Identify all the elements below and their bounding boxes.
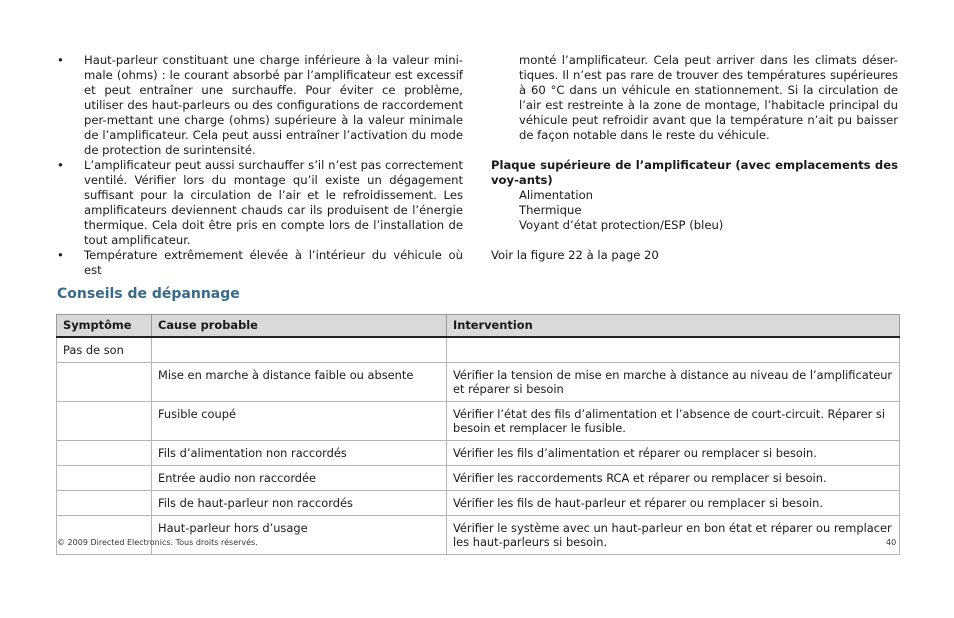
intervention-cell: Vérifier la tension de mise en marche à distance au niveau de l’amplificateur et réparer si besoin (447, 363, 900, 402)
cause-cell: Haut-parleur hors d’usage (152, 516, 447, 555)
intervention-cell: Vérifier les fils de haut-parleur et réparer ou remplacer si besoin. (447, 491, 900, 516)
symptom-cell (57, 466, 152, 491)
header-cause: Cause probable (152, 315, 447, 338)
bullet-item: • L’amplificateur peut aussi surchauffer s’il n’est pas correctement ventilé. Vérifier lors du montage qu’il existe un dégagement suffisant pour la circulation de l’air et le refroidissement. Les amplificateurs deviennent chauds car ils produisent de l’énergie thermique. Cela doit être pris en compte lors de l’installation de tout amplificateur. (57, 158, 463, 248)
table-row (57, 363, 900, 402)
symptom-cell (57, 491, 152, 516)
table-row (57, 466, 900, 491)
header-intervention: Intervention (447, 315, 900, 338)
cause-cell: Fils d’alimentation non raccordés (152, 441, 447, 466)
table-row (57, 491, 900, 516)
cause-cell: Fusible coupé (152, 402, 447, 441)
table-row (57, 441, 900, 466)
plaque-item: Voyant d’état protection/ESP (bleu) (519, 218, 724, 232)
plaque-item: Thermique (519, 203, 582, 217)
cause-cell: Fils de haut-parleur non raccordés (152, 491, 447, 516)
bullet-list (57, 53, 463, 278)
left-column (57, 53, 463, 278)
intervention-cell: Vérifier les fils d’alimentation et réparer ou remplacer si besoin. (447, 441, 900, 466)
plaque-items (491, 188, 898, 233)
symptom-cell: Pas de son (57, 337, 152, 363)
section-heading: Conseils de dépannage (57, 286, 240, 302)
bullet-item: • Haut-parleur constituant une charge inférieure à la valeur mini-male (ohms) : le courant absorbé par l’amplificateur est excessif et peut entraîner une surchauffe. Pour éviter ce problème, utiliser des haut-parleurs ou des configurations de raccordement per-mettant une charge (ohms) supérieure à la valeur minimale de l’amplificateur. Cela peut aussi entraîner l’activation du mode de protection de surintensité. (57, 53, 463, 158)
plaque-title: Plaque supérieure de l’amplificateur (avec emplacements des voy-ants) (491, 158, 898, 187)
cause-cell (152, 337, 447, 363)
intervention-cell: Vérifier l’état des fils d’alimentation et l’absence de court-circuit. Réparer si besoin et remplacer le fusible. (447, 402, 900, 441)
symptom-cell (57, 516, 152, 555)
footer-copyright: © 2009 Directed Electronics. Tous droits réservés. (57, 538, 258, 547)
plaque-item: Alimentation (519, 188, 594, 202)
header-symptom: Symptôme (57, 315, 152, 338)
cause-cell: Mise en marche à distance faible ou absente (152, 363, 447, 402)
symptom-cell (57, 441, 152, 466)
intervention-cell (447, 337, 900, 363)
intervention-cell: Vérifier les raccordements RCA et réparer ou remplacer si besoin. (447, 466, 900, 491)
table-header-row (57, 315, 900, 338)
figure-reference: Voir la figure 22 à la page 20 (491, 248, 659, 262)
bullet-continuation: monté l’amplificateur. Cela peut arriver dans les climats déser-tiques. Il n’est pas rare de trouver des températures supérieures à 60 °C dans un véhicule en stationnement. Si la circulation de l’air est restreinte à la zone de montage, l’habitacle principal du véhicule peut refroidir avant que la température n’ait pu baisser de façon notable dans le reste du véhicule. (519, 53, 898, 142)
table-row (57, 516, 900, 555)
symptom-cell (57, 402, 152, 441)
troubleshooting-table (56, 314, 900, 555)
intervention-cell: Vérifier le système avec un haut-parleur en bon état et réparer ou remplacer les haut-parleurs si besoin. (447, 516, 900, 555)
cause-cell: Entrée audio non raccordée (152, 466, 447, 491)
page-number: 40 (886, 538, 897, 547)
bullet-item: • Température extrêmement élevée à l’intérieur du véhicule où est (57, 248, 463, 278)
table-row (57, 402, 900, 441)
right-column (491, 53, 898, 263)
table-row (57, 337, 900, 363)
symptom-cell (57, 363, 152, 402)
